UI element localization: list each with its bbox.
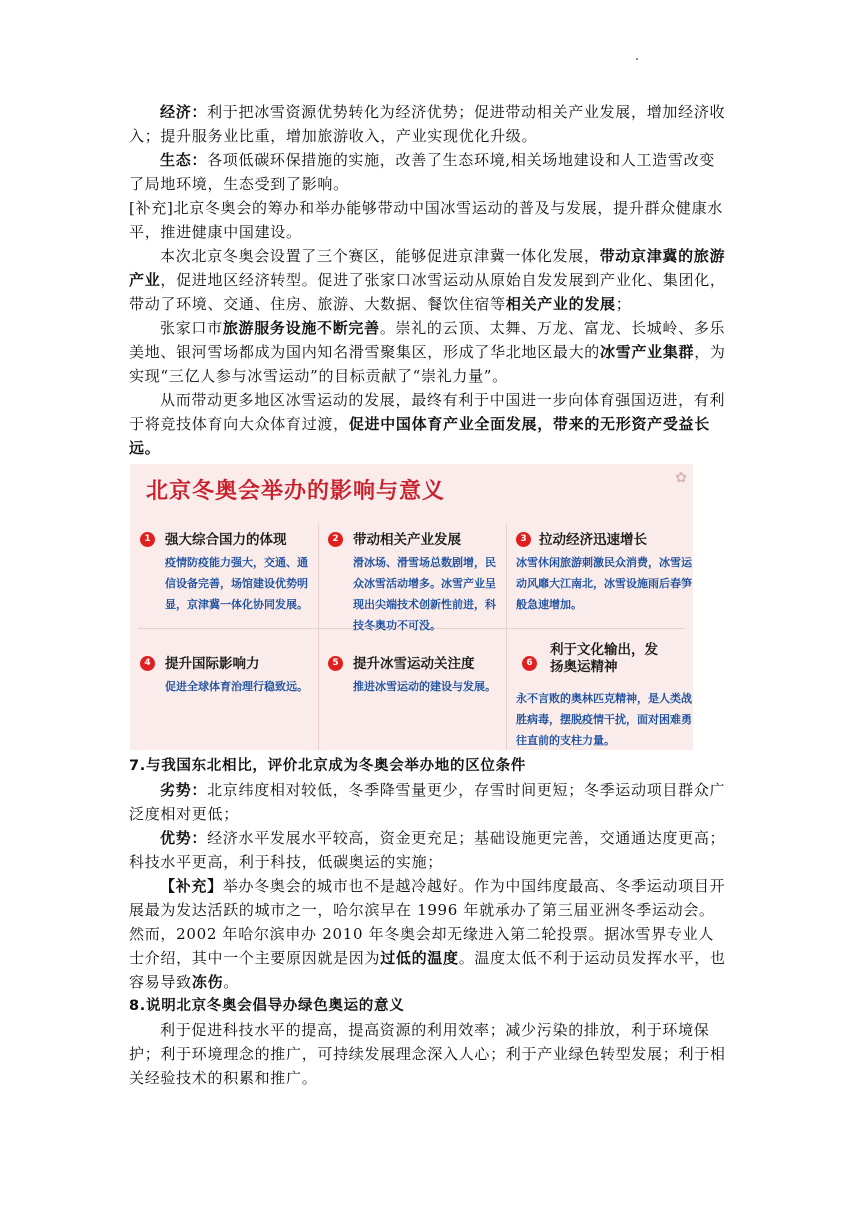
card-title: 拉动经济迅速增长	[539, 532, 647, 548]
card-title: 带动相关产业发展	[353, 532, 461, 548]
text-run: 。崇礼的云顶、太舞、万龙、富龙、长城岭、多乐美地、银河雪场都成为国内知名滑雪聚集区，形成了华北地区最大的	[129, 319, 726, 361]
ecology-text: 各项低碳环保措施的实施，改善了生态环境,相关场地建设和人工造雪改变了局地环境，生态受到了影响。	[129, 151, 715, 193]
advantage-paragraph	[129, 826, 729, 874]
divider	[318, 524, 319, 750]
ecology-paragraph	[129, 148, 729, 196]
text-run: 。温度太低不利于运动员发挥水平，也容易导致	[129, 949, 726, 991]
card-body: 永不言败的奥林匹克精神，是人类战胜病毒，摆脱疫情干扰，面对困难勇往直前的支柱力量。	[516, 692, 692, 747]
card-title: 强大综合国力的体现	[165, 532, 287, 548]
advantage-text: 经济水平发展水平较高，资金更充足；基础设施更完善，交通通达度更高；科技水平更高，利于科技，低碳奥运的实施；	[129, 829, 726, 871]
number-badge: 6	[522, 656, 537, 671]
bold-run: 相关产业的发展	[505, 295, 616, 313]
bold-run: 旅游服务设施不断完善	[222, 319, 380, 337]
bold-run: 冰雪产业集群	[600, 343, 695, 361]
supplement-paragraph	[129, 196, 729, 244]
number-badge: 4	[140, 656, 155, 671]
text-run: ，为实现“三亿人参与冰雪运动”的目标贡献了“崇礼力量”。	[129, 343, 726, 385]
disadvantage-paragraph	[129, 778, 729, 826]
disadvantage-text: 北京纬度相对较低，冬季降雪量更少，存雪时间更短；冬季运动项目群众广泛度相对更低；	[129, 781, 726, 823]
infographic-title: 北京冬奥会举办的影响与意义	[146, 479, 446, 504]
card-title: 提升冰雪运动关注度	[353, 656, 475, 672]
q7-heading: 7.与我国东北相比，评价北京成为冬奥会举办地的区位条件	[129, 758, 526, 774]
supplement-text: 北京冬奥会的筹办和举办能够带动中国冰雪运动的普及与发展，提升群众健康水平，推进健康中国建设。	[129, 199, 724, 241]
number-badge: 2	[328, 532, 343, 547]
text-run: 举办冬奥会的城市也不是越冷越好。作为中国纬度最高、冬季运动项目开展最为发达活跃的城市之一，哈尔滨早在 1996 年就承办了第三届亚洲冬季运动会。然而，2002 年哈尔滨申办 2010 年冬奥会却无缘进入第二轮投票。据冰雪界专业人士介绍，其中一个主要原因就是因为	[129, 877, 726, 967]
bold-run: 冻伤	[191, 973, 224, 991]
bold-run: 促进中国体育产业全面发展，带来的无形资产受益长远。	[129, 415, 710, 457]
bold-run: 带动京津冀的旅游产业	[129, 247, 726, 289]
supplement-label: 【补充】	[160, 877, 223, 895]
harbin-supplement-paragraph	[129, 874, 729, 994]
number-badge: 3	[516, 532, 531, 547]
economy-text: 利于把冰雪资源优势转化为经济优势；促进带动相关产业发展，增加经济收入；提升服务业比重，增加旅游收入，产业实现优化升级。	[129, 103, 726, 145]
supplement-label: [补充]	[129, 199, 174, 217]
q8-heading: 8.说明北京冬奥会倡导办绿色奥运的意义	[129, 998, 405, 1014]
divider	[506, 524, 507, 750]
number-badge: 5	[328, 656, 343, 671]
green-olympics-paragraph: 利于促进科技水平的提高，提高资源的利用效率；减少污染的排放，利于环境保护；利于环境理念的推广，可持续发展理念深入人心；利于产业绿色转型发展；利于相关经验技术的积累和推广。	[129, 1021, 726, 1087]
decorative-gear-icon: ✿	[675, 470, 687, 486]
text-run: ，促进地区经济转型。促进了张家口冰雪运动从原始自发发展到产业化、集团化，带动了环境、交通、住房、旅游、大数据、餐饮住宿等	[129, 271, 726, 313]
text-run: 。	[223, 973, 239, 991]
disadvantage-label: 劣势：	[160, 781, 208, 799]
number-badge: 1	[140, 532, 155, 547]
text-run: 本次北京冬奥会设置了三个赛区，能够促进京津冀一体化发展，	[160, 247, 600, 265]
card-body: 冰雪休闲旅游刺激民众消费，冰雪运动风靡大江南北，冰雪设施雨后春笋般急速增加。	[516, 556, 692, 611]
text-run: 从而带动更多地区冰雪运动的发展，最终有利于中国进一步向体育强国迈进，有利于将竞技体育向大众体育过渡，	[129, 391, 726, 433]
text-run: 张家口市	[160, 319, 223, 337]
economy-label: 经济：	[160, 103, 208, 121]
page-dot	[636, 58, 638, 60]
card-title: 利于文化输出，发扬奥运精神	[550, 642, 658, 675]
economy-paragraph	[129, 100, 729, 148]
ecology-label: 生态：	[160, 151, 208, 169]
zones-paragraph	[129, 244, 729, 316]
card-title: 提升国际影响力	[165, 656, 260, 672]
bold-run: 过低的温度	[380, 949, 459, 967]
card-body: 促进全球体育治理行稳致远。	[165, 680, 308, 693]
card-body: 疫情防疫能力强大，交通、通信设备完善，场馆建设优势明显，京津冀一体化协同发展。	[165, 556, 308, 611]
zhangjiakou-paragraph	[129, 316, 729, 388]
advantage-label: 优势：	[160, 829, 208, 847]
card-body: 推进冰雪运动的建设与发展。	[353, 680, 496, 693]
sports-industry-paragraph	[129, 388, 729, 460]
olympics-impact-infographic	[130, 464, 693, 750]
document-body	[129, 100, 729, 1090]
text-run: ；	[615, 295, 632, 313]
card-body: 滑冰场、滑雪场总数剧增，民众冰雪活动增多。冰雪产业呈现出尖端技术创新性前进，科技冬奥功不可没。	[353, 556, 496, 632]
